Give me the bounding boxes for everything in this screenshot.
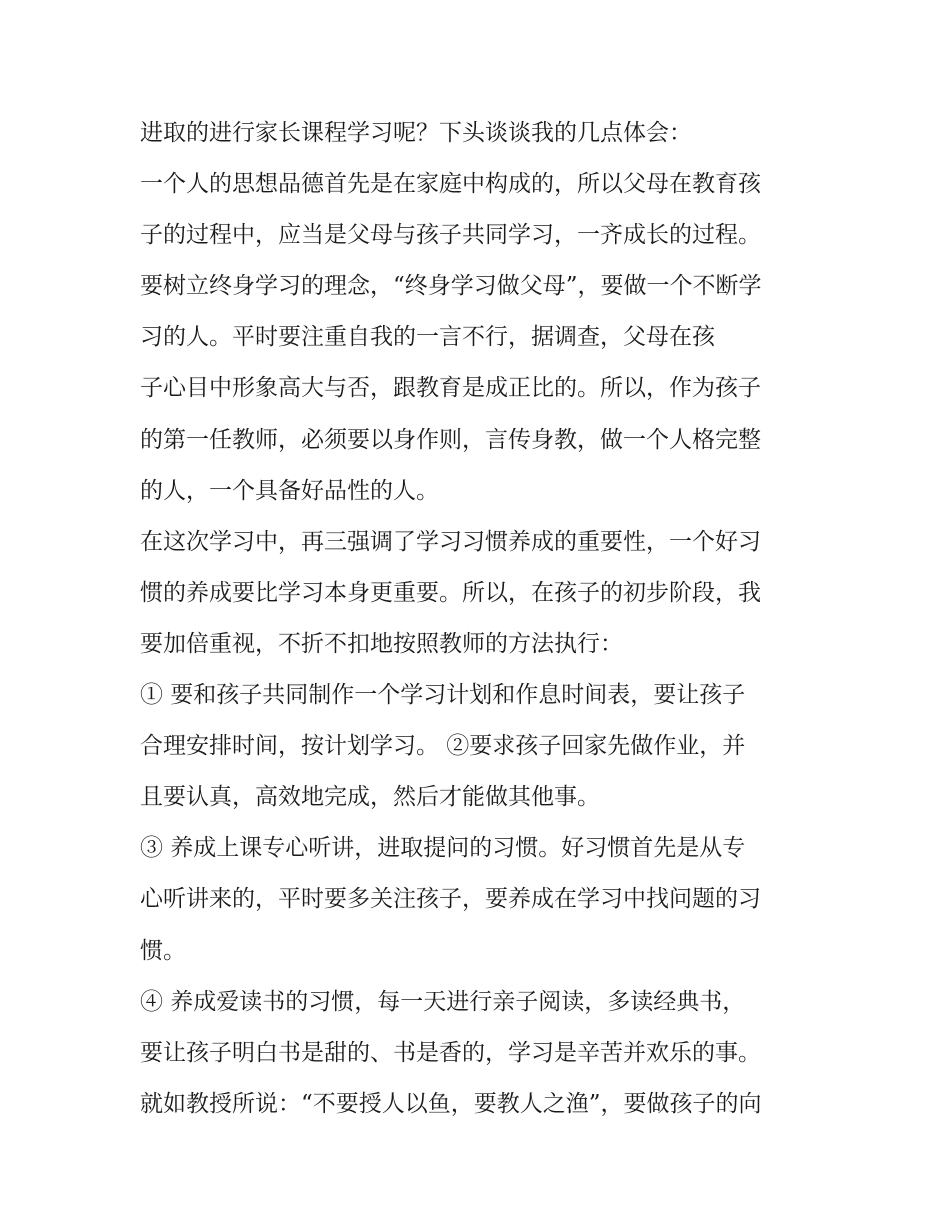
list-item-4-line-2: 要让孩子明白书是甜的、书是香的，学习是辛苦并欢乐的事。: [140, 1039, 761, 1066]
list-item-3-line-1: ③ 养成上课专心听讲，进取提问的习惯。好习惯首先是从专: [140, 835, 746, 862]
text-line-7: 的第一任教师，必须要以身作则，言传身教，做一个人格完整: [140, 426, 761, 453]
text-line-1: 进取的进行家长课程学习呢？下头谈谈我的几点体会：: [140, 120, 692, 146]
text-line-8: 的人，一个具备好品性的人。: [140, 477, 439, 504]
document-body: [140, 108, 820, 1130]
text-line-3: 子的过程中，应当是父母与孩子共同学习，一齐成长的过程。: [140, 222, 761, 249]
list-item-1-line-1: ① 要和孩子共同制作一个学习计划和作息时间表，要让孩子: [140, 682, 746, 709]
list-item-3-line-3: 惯。: [140, 937, 186, 964]
text-line-6: 子心目中形象高大与否，跟教育是成正比的。所以，作为孩子: [140, 375, 761, 402]
list-item-2-line-2: 且要认真，高效地完成，然后才能做其他事。: [140, 784, 600, 811]
text-line-5: 习的人。平时要注重自我的一言不行，据调查，父母在孩: [140, 324, 715, 351]
text-line-11: 要加倍重视，不折不扣地按照教师的方法执行：: [140, 630, 623, 657]
list-item-3-line-2: 心听讲来的，平时要多关注孩子，要养成在学习中找问题的习: [140, 886, 761, 913]
list-item-4-line-1: ④ 养成爱读书的习惯，每一天进行亲子阅读，多读经典书，: [140, 988, 746, 1015]
text-line-4: 要树立终身学习的理念，“终身学习做父母”，要做一个不断学: [140, 273, 762, 300]
text-line-20: 就如教授所说：“不要授人以鱼，要教人之渔”，要做孩子的向: [140, 1090, 762, 1117]
text-line-10: 惯的养成要比学习本身更重要。所以，在孩子的初步阶段，我: [140, 579, 761, 606]
text-line-2: 一个人的思想品德首先是在家庭中构成的，所以父母在教育孩: [140, 171, 761, 198]
list-item-1-line-2: 合理安排时间，按计划学习。 ②要求孩子回家先做作业，并: [140, 733, 746, 760]
text-line-9: 在这次学习中，再三强调了学习习惯养成的重要性，一个好习: [140, 528, 761, 555]
